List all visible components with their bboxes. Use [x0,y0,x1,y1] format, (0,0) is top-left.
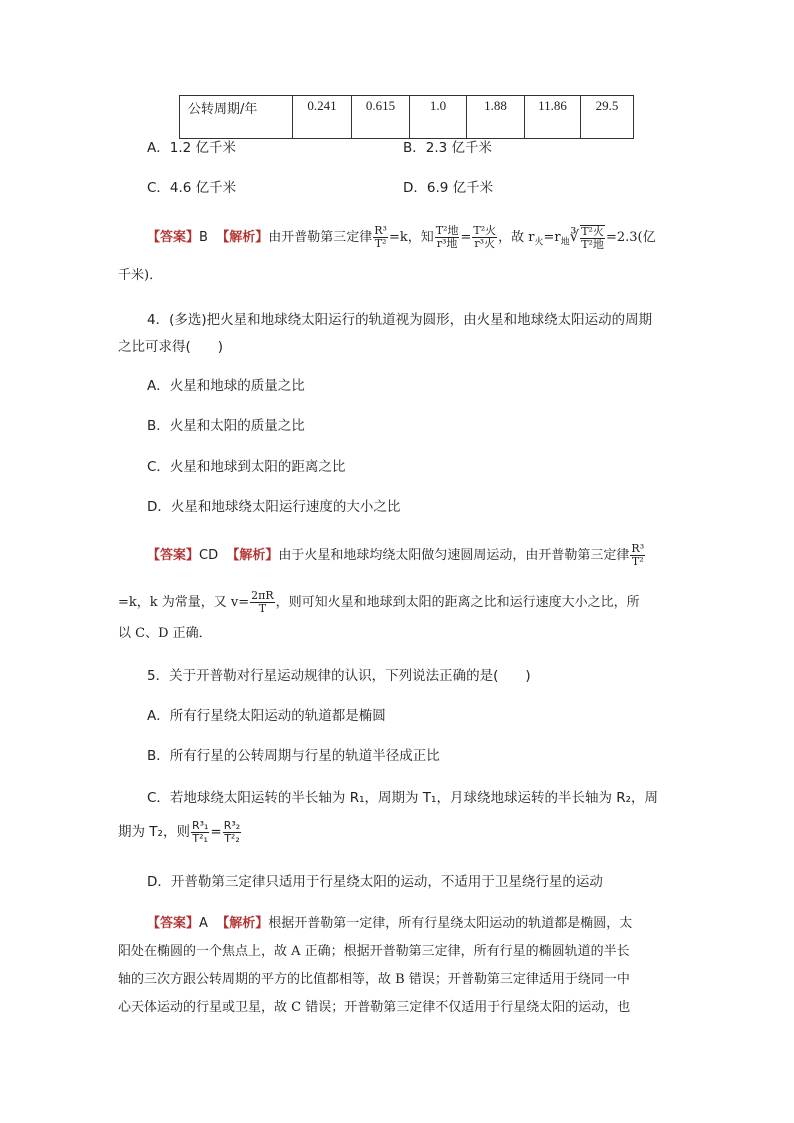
q4-stem-line1: 4．(多选)把火星和地球绕太阳运行的轨道视为圆形，由火星和地球绕太阳运动的周期 [147,312,653,328]
table-header-cell: 公转周期/年 [180,96,293,139]
q4-analysis-line3: 以 C、D 正确． [118,626,212,641]
q5-answer-line [147,914,632,934]
equals-sign: = [210,824,222,840]
analysis-text: =k，k 为常量，又 v= [118,595,250,610]
answer-value: B [199,230,208,245]
q5-option-c-line2 [118,818,242,846]
table-cell: 0.615 [352,96,410,139]
subscript: 火 [534,237,544,248]
q5-option-b: B．所有行星的公转周期与行星的轨道半径成正比 [147,748,440,764]
q3-option-b: B．2.3 亿千米 [403,140,493,156]
formula-fraction: $\frac{\text{R³}}{\text{T²}}$ [631,542,645,568]
analysis-text: 根据开普勒第一定律，所有行星绕太阳运动的轨道都是椭圆，太 [268,916,633,931]
q4-answer-line [147,542,646,570]
answer-tag: 【答案】 [147,916,200,931]
table-cell: 11.86 [525,96,581,139]
q3-option-d: D．6.9 亿千米 [403,180,494,196]
analysis-tag: 【解析】 [216,916,269,931]
q4-option-d: D．火星和地球绕太阳运行速度的大小之比 [147,499,401,515]
q4-option-c: C．火星和地球到太阳的距离之比 [147,459,346,475]
q5-stem: 5．关于开普勒对行星运动规律的认识，下列说法正确的是( ) [147,668,531,684]
q5-analysis-line4: 心天体运动的行星或卫星，故 C 错误；开普勒第三定律不仅适用于行星绕太阳的运动，也 [118,1000,631,1015]
table-cell: 1.0 [410,96,467,139]
formula-fraction: $\frac{2\pi R}{T}$ [251,589,274,615]
cube-root-symbol: ∛ [569,227,580,245]
q5-option-c-line1: C．若地球绕太阳运转的半长轴为 R₁，周期为 T₁，月球绕地球运转的半长轴为 R₂，周 [147,790,659,806]
answer-tag: 【答案】 [147,230,200,245]
analysis-text: ，故 r [498,230,535,245]
formula-fraction: $\frac{\text{T²火}}{\text{r³火}}$ [473,224,497,250]
q5-option-a: A．所有行星绕太阳运动的轨道都是椭圆 [147,708,386,724]
table-cell: 29.5 [581,96,634,139]
q3-option-a: A．1.2 亿千米 [147,140,236,156]
analysis-text: 由于火星和地球均绕太阳做匀速圆周运动，由开普勒第三定律 [278,548,630,563]
analysis-text: =k，知 [388,230,434,245]
q4-option-a: A．火星和地球的质量之比 [147,378,305,394]
table-cell: 0.241 [293,96,352,139]
q4-option-b: B．火星和太阳的质量之比 [147,418,305,434]
q5-option-d: D．开普勒第三定律只适用于行星绕太阳的运动，不适用于卫星绕行星的运动 [147,874,603,890]
answer-value: CD [199,548,219,563]
formula-fraction: $\frac{\text{R³₁}}{\text{T²₁}}$ [191,818,209,845]
analysis-text: =2.3(亿 [605,230,656,245]
option-text: 期为 T₂，则 [118,824,190,840]
orbital-period-table [179,95,634,139]
q3-answer-line: 【答案】B 【解析】由开普勒第三定律 $\frac{\text{R³}}{\text{T²}}$ =k，知 $\frac{\text{T²地}}{\text{r³地}}$ = $\frac{\text{T²火}}{\text{r³火}}$ ，故 $r_火=r_地∛$ $\frac{\text{T²火}}{\text{T²地}}$ =2.3(亿 [147,224,656,251]
formula-fraction: $\frac{\text{R³₂}}{\text{T²₂}}$ [223,818,241,845]
analysis-text: =r [543,230,561,245]
analysis-tag: 【解析】 [216,230,269,245]
formula-fraction: $\frac{\text{T²火}}{\text{T²地}}$ [581,224,604,251]
q3-analysis-tail: 千米)． [118,268,163,283]
formula-fraction: $\frac{\text{R³}}{\text{T²}}$ [374,224,387,250]
analysis-text: 由开普勒第三定律 [268,230,373,245]
answer-tag: 【答案】 [147,548,200,563]
q5-analysis-line2: 阳处在椭圆的一个焦点上，故 A 正确；根据开普勒第三定律，所有行星的椭圆轨道的半长 [118,944,630,959]
analysis-text: ，则可知火星和地球到太阳的距离之比和运行速度大小之比，所 [275,595,640,610]
subscript: 地 [560,237,570,248]
formula-fraction: $\frac{\text{T²地}}{\text{r³地}}$ [435,224,459,250]
q4-analysis-line2 [118,590,640,615]
q4-stem-line2: 之比可求得( ) [118,339,224,355]
analysis-tag: 【解析】 [226,548,279,563]
answer-value: A [199,916,208,931]
q5-analysis-line3: 轴的三次方跟公转周期的平方的比值都相等，故 B 错误；开普勒第三定律适用于绕同一中 [118,972,630,987]
table-row [180,96,634,139]
q3-option-c: C．4.6 亿千米 [147,180,237,196]
table-cell: 1.88 [467,96,525,139]
